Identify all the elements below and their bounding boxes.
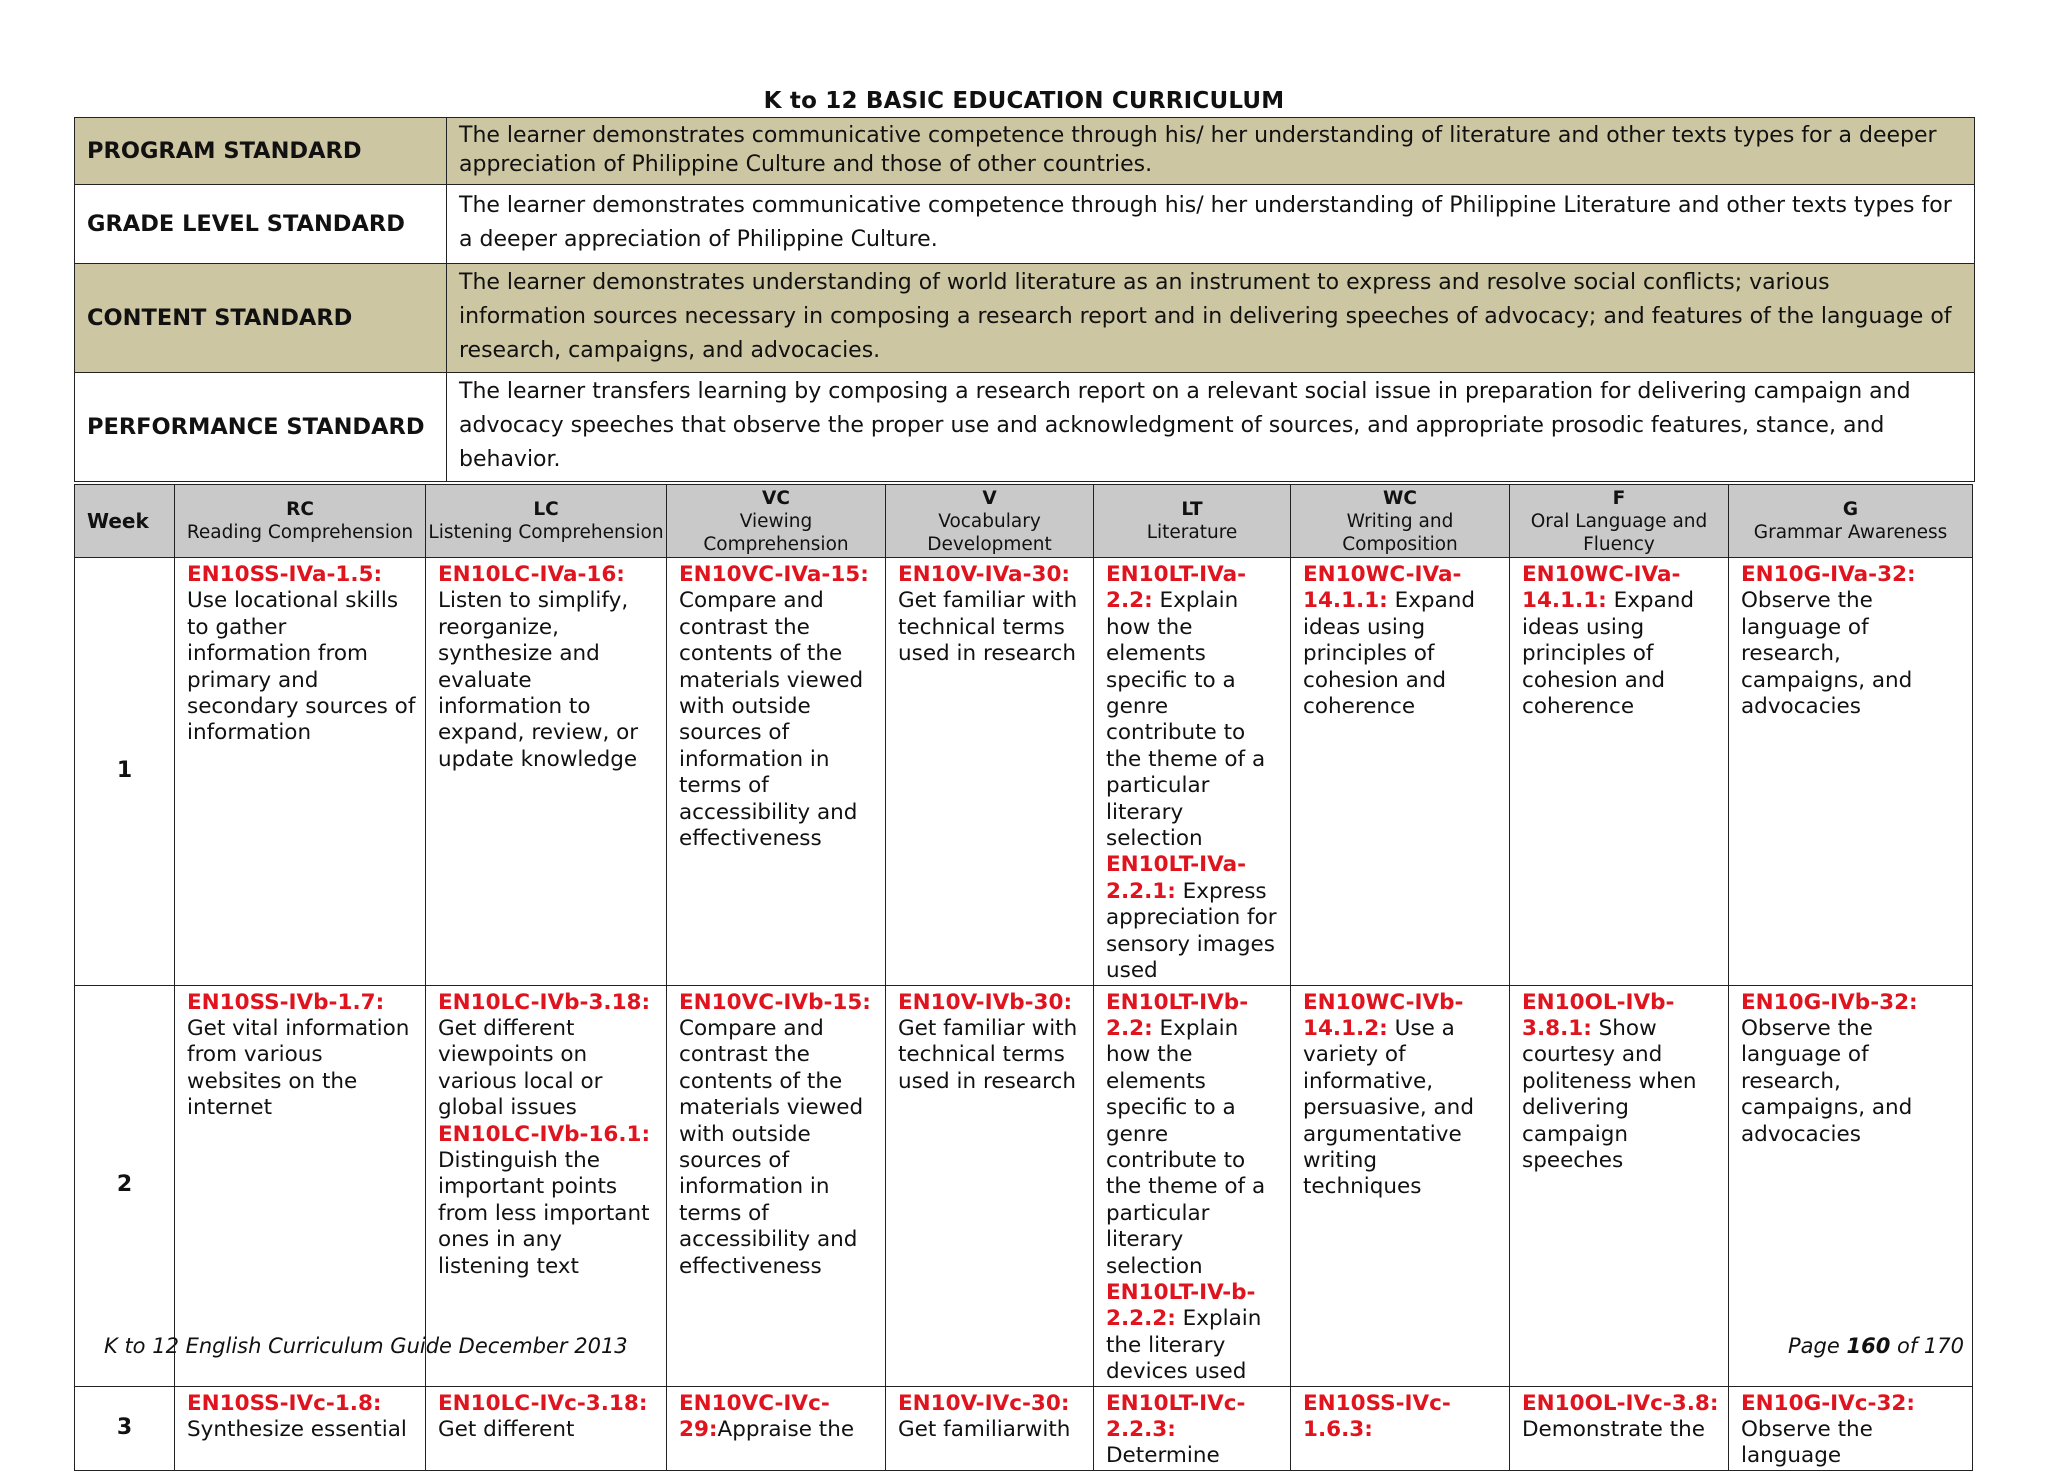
week-number: 3 — [75, 1386, 175, 1470]
competency-text: Appraise the — [717, 1417, 855, 1442]
cell-vc — [667, 985, 886, 1386]
competency-text: Get vital information from various websites on the internet — [187, 1015, 410, 1121]
standard-label: PERFORMANCE STANDARD — [75, 373, 447, 482]
competency-code: EN10G-IVb-32: — [1741, 989, 1918, 1015]
competency-code: EN10OL-IVc-3.8: — [1522, 1390, 1719, 1416]
competency-code: EN10LT-IVa-2.2: — [1106, 562, 1247, 614]
competency-code: EN10SS-IVb-1.7: — [187, 989, 385, 1015]
table-header-row — [75, 485, 1973, 558]
grade-level-standard-row — [75, 185, 1975, 264]
column-code: G — [1842, 499, 1859, 520]
standards-table — [74, 117, 1975, 482]
competency-code: EN10G-IVa-32: — [1741, 562, 1916, 587]
column-name: Vocabulary Development — [927, 510, 1052, 555]
standard-label: CONTENT STANDARD — [75, 264, 447, 373]
competency-code: EN10LT-IVb-2.2: — [1106, 989, 1249, 1041]
standard-text: The learner demonstrates communicative competence through his/ her understanding of Philippine Literature and other texts types for a deeper appreciation of Philippine Culture. — [447, 185, 1975, 264]
standard-text: The learner demonstrates understanding of world literature as an instrument to express and resolve social conflicts; various information sources necessary in composing a research report and in delivering speeches of advocacy; and features of the language of research, campaigns, and advocacies. — [447, 264, 1975, 373]
competency-text: Get different — [438, 1417, 575, 1442]
cell-lc — [426, 985, 667, 1386]
competency-code: EN10SS-IVc-1.8: — [187, 1390, 382, 1416]
competency-text: Get familiar with technical terms used in research — [898, 1015, 1078, 1094]
cell-wc — [1291, 1386, 1510, 1470]
cell-f — [1510, 1386, 1729, 1470]
footer-guide-title: K to 12 English Curriculum Guide December 2013 — [104, 1334, 628, 1358]
competency-code: EN10LT-IVc-2.2.3: — [1106, 1390, 1246, 1442]
competency-text: Use a variety of informative, persuasive, and argumentative writing techniques — [1303, 1015, 1474, 1200]
standard-text: The learner transfers learning by composing a research report on a relevant social issue in preparation for delivering campaign and advocacy speeches that observe the proper use and acknowledgment of sources, and appropriate prosodic features, stance, and behavior. — [447, 373, 1975, 482]
column-name: Literature — [1146, 522, 1238, 543]
competency-text: Explain how the elements specific to a genre contribute to the theme of a particular literary selection — [1106, 588, 1266, 852]
competency-code: EN10VC-IVa-15: — [679, 562, 869, 587]
cell-f — [1510, 558, 1729, 986]
cell-v — [886, 985, 1094, 1386]
competency-text: Expand ideas using principles of cohesion and coherence — [1303, 588, 1476, 720]
cell-rc — [175, 1386, 426, 1470]
column-code: VC — [762, 487, 790, 509]
competency-text: Compare and contrast the contents of the materials viewed with outside sources of information in terms of accessibility and effectiveness — [679, 1015, 864, 1279]
page-suffix: of 170 — [1897, 1334, 1964, 1358]
competency-code: EN10LC-IVb-3.18: — [438, 989, 651, 1015]
cell-f — [1510, 985, 1729, 1386]
competency-text: Expand ideas using principles of cohesion and coherence — [1522, 588, 1695, 720]
competency-text: Get familiarwith — [898, 1417, 1071, 1442]
cell-v — [886, 558, 1094, 986]
column-name: Reading Comprehension — [186, 522, 414, 543]
column-name: Listening Comprehension — [428, 522, 664, 543]
column-name: Viewing Comprehension — [703, 510, 849, 555]
competency-code: EN10LC-IVc-3.18: — [438, 1390, 648, 1416]
column-header-v — [886, 485, 1094, 558]
cell-v — [886, 1386, 1094, 1470]
cell-rc — [175, 985, 426, 1386]
performance-standard-row — [75, 373, 1975, 482]
competency-code: EN10VC-IVb-15: — [679, 989, 871, 1015]
competency-code: EN10LC-IVa-16: — [438, 562, 625, 587]
competency-code: EN10LT-IV-b-2.2.2: — [1106, 1279, 1256, 1332]
page-prefix: Page — [1787, 1334, 1840, 1358]
competency-text: Observe the language of research, campaigns, and advocacies — [1741, 588, 1913, 720]
competency-text: Get familiar with technical terms used in research — [898, 588, 1078, 667]
content-standard-row — [75, 264, 1975, 373]
column-header-g — [1729, 485, 1973, 558]
competency-text: Express appreciation for sensory images used — [1106, 878, 1277, 984]
cell-g — [1729, 1386, 1973, 1470]
column-header-wc — [1291, 485, 1510, 558]
cell-g — [1729, 558, 1973, 986]
standard-label: GRADE LEVEL STANDARD — [75, 185, 447, 264]
competency-text: Observe the language — [1741, 1417, 1873, 1469]
competency-text: Synthesize essential — [187, 1417, 407, 1442]
cell-lc — [426, 558, 667, 986]
competency-text: Determine — [1106, 1443, 1220, 1469]
column-code: RC — [286, 499, 314, 520]
column-code: LT — [1181, 499, 1203, 520]
document-title: K to 12 BASIC EDUCATION CURRICULUM — [763, 88, 1285, 114]
cell-lt — [1094, 558, 1291, 986]
competency-code: EN10WC-IVa-14.1.1: — [1522, 562, 1681, 614]
competency-code: EN10V-IVa-30: — [898, 562, 1071, 587]
column-header-lt — [1094, 485, 1291, 558]
cell-g — [1729, 985, 1973, 1386]
competency-code: EN10LT-IVa-2.2.1: — [1106, 852, 1247, 904]
column-name: Writing and Composition — [1342, 510, 1458, 555]
program-standard-row — [75, 118, 1975, 185]
column-code: LC — [533, 499, 559, 520]
competency-code: EN10VC-IVc-29: — [679, 1390, 830, 1442]
competency-code: EN10WC-IVb-14.1.2: — [1303, 989, 1464, 1041]
column-header-lc — [426, 485, 667, 558]
column-header-f — [1510, 485, 1729, 558]
cell-vc — [667, 1386, 886, 1470]
table-row — [75, 985, 1973, 1386]
competency-text: Explain the literary devices used — [1106, 1306, 1262, 1385]
cell-wc — [1291, 985, 1510, 1386]
table-row — [75, 1386, 1973, 1470]
column-name: Grammar Awareness — [1753, 522, 1948, 543]
column-code: WC — [1383, 487, 1417, 509]
competency-text: Get different viewpoints on various local or global issues — [438, 1015, 603, 1121]
competency-text: Observe the language of research, campaigns, and advocacies — [1741, 1015, 1913, 1147]
competency-code: EN10G-IVc-32: — [1741, 1390, 1915, 1416]
competency-text: Compare and contrast the contents of the materials viewed with outside sources of information in terms of accessibility and effectiveness — [679, 588, 864, 852]
competencies-table — [74, 484, 1973, 1471]
competency-code: EN10V-IVc-30: — [898, 1390, 1070, 1416]
cell-wc — [1291, 558, 1510, 986]
competency-text: Demonstrate the — [1522, 1417, 1705, 1442]
footer-page-number — [1788, 1334, 1964, 1358]
competency-text: Explain how the elements specific to a genre contribute to the theme of a particular literary selection — [1106, 1015, 1266, 1279]
competency-code: EN10V-IVb-30: — [898, 989, 1073, 1015]
table-row — [75, 558, 1973, 986]
column-name: Oral Language and Fluency — [1530, 510, 1708, 555]
competency-code: EN10WC-IVa-14.1.1: — [1303, 562, 1462, 614]
column-header-vc — [667, 485, 886, 558]
page-number: 160 — [1846, 1334, 1891, 1358]
cell-lt — [1094, 985, 1291, 1386]
standard-label: PROGRAM STANDARD — [75, 118, 447, 185]
column-code: F — [1612, 487, 1626, 509]
competency-code: EN10SS-IVc-1.6.3: — [1303, 1390, 1451, 1442]
column-code: V — [982, 487, 997, 509]
competency-code: EN10LC-IVb-16.1: — [438, 1121, 651, 1147]
cell-lc — [426, 1386, 667, 1470]
cell-rc — [175, 558, 426, 986]
competency-text: Use locational skills to gather information from primary and secondary sources of information — [187, 588, 416, 746]
competency-text: Show courtesy and politeness when delivering campaign speeches — [1522, 1015, 1697, 1173]
cell-vc — [667, 558, 886, 986]
week-header: Week — [75, 485, 175, 558]
competency-code: EN10SS-IVa-1.5: — [187, 562, 383, 587]
week-number: 2 — [75, 985, 175, 1386]
week-number: 1 — [75, 558, 175, 986]
column-header-rc — [175, 485, 426, 558]
standard-text: The learner demonstrates communicative competence through his/ her understanding of literature and other texts types for a deeper appreciation of Philippine Culture and those of other countries. — [447, 118, 1975, 185]
competency-text: Distinguish the important points from less important ones in any listening text — [438, 1147, 650, 1279]
competency-text: Listen to simplify, reorganize, synthesize and evaluate information to expand, review, or update knowledge — [438, 588, 639, 772]
cell-lt — [1094, 1386, 1291, 1470]
competency-code: EN10OL-IVb-3.8.1: — [1522, 989, 1675, 1041]
